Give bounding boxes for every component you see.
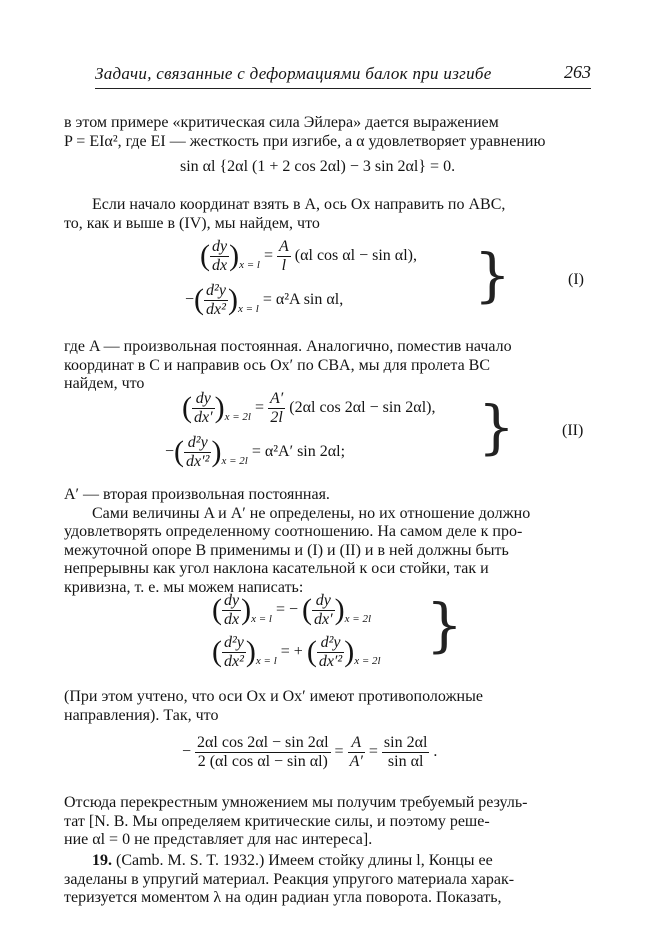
equation-I-row1-rhs: (αl cos αl − sin αl), — [294, 246, 417, 264]
text-line: в этом примере «критическая сила Эйлера» дается выражением — [64, 114, 499, 131]
text-line: (При этом учтено, что оси Ox и Ox′ имеют противоположные — [64, 688, 483, 705]
text-line: Отсюда перекрестным умножением мы получим требуемый резуль- — [64, 794, 528, 811]
continuity-row2: ( $\frac{\text{d²y}}{\text{dx²}}$ )$_{x = l}$ = + ( $\frac{\text{d²y}}{\text{dx′²}}$ )$_{x = 2l}$ — [212, 634, 381, 670]
text-line: заделаны в упругий материал. Реакция упругого материала харак- — [64, 870, 515, 888]
paragraph-5 — [64, 688, 594, 725]
continuity-row1: ( $\frac{dy}{dx}$ )$_{x = l}$ = − ( $\frac{dy}{dx'}$ )$_{x = 2l}$ — [212, 592, 372, 628]
paragraph-7 — [64, 852, 594, 908]
text-line: найдем, что — [64, 375, 145, 393]
running-header — [95, 64, 591, 88]
equation-II-row1: ( $\frac{dy}{dx'}$ )$_{x = 2l}$ = $\frac{A'}{2l}$ (2αl cos 2αl − sin 2αl), — [182, 390, 436, 426]
text-line: A′ — вторая произвольная постоянная. — [64, 486, 330, 503]
equation-ratio: − $\frac{\text{2αl cos 2αl − sin 2αl}}{\text{2 (αl cos αl − sin αl)}}$ = $\frac{A}{A'}$ = $\frac{\sin 2\alpha l}{\text{sin αl}}$ . — [182, 734, 438, 770]
text-line: теризуется моментом λ на один радиан угла поворота. Показать, — [64, 889, 502, 907]
text-line: где A — произвольная постоянная. Аналогично, поместив начало — [64, 338, 512, 355]
paragraph-6 — [64, 794, 594, 850]
right-brace: } — [474, 241, 511, 309]
paragraph-2 — [64, 196, 594, 233]
header-title: Задачи, связанные с деформациями балок при изгибе — [95, 64, 492, 83]
equation-label-I: (I) — [568, 271, 584, 288]
equation-I-row1: ( $\frac{dy}{dx}$ )$_{x = l}$ = $\frac{A}{l}$ (αl cos αl − sin αl), — [200, 238, 417, 274]
text-line: Сами величины A и A′ не определены, но их отношение должно — [92, 504, 531, 522]
paragraph-4 — [64, 486, 594, 597]
problem-number: 19. — [92, 852, 112, 869]
ratio-rhs-numerator: sin 2αl — [383, 734, 428, 751]
text-line: то, как и выше в (IV), мы найдем, что — [64, 214, 320, 232]
text-line: направления). Так, что — [64, 706, 219, 724]
equation-II-row1-rhs: (2αl cos 2αl − sin 2αl), — [289, 398, 436, 416]
text-line: кривизна, т. е. мы можем написать: — [64, 578, 304, 596]
header-rule — [95, 88, 591, 89]
equation-I-row2-rhs: = α²A sin αl, — [262, 290, 344, 308]
page-number: 263 — [564, 62, 591, 82]
text-line: удовлетворять определенному соотношению. На самом деле к про- — [64, 523, 523, 541]
equation-II-row2-rhs: = α²A′ sin 2αl; — [251, 442, 346, 460]
text-line: ние αl = 0 не представляет для нас интереса]. — [64, 831, 373, 849]
text-line: P = EIα², где EI — жесткость при изгибе, а α удовлетворяет уравнению — [64, 132, 546, 150]
right-brace: } — [478, 393, 515, 461]
text-line: непрерывны как угол наклона касательной к оси стойки, так и — [64, 560, 489, 578]
text-line: (Camb. M. S. T. 1932.) Имеем стойку длины l, Концы ее — [116, 852, 493, 869]
text-line: межуточной опоре B применимы и (I) и (II) и в ней должны быть — [64, 541, 509, 559]
equation-main: sin αl {2αl (1 + 2 cos 2αl) − 3 sin 2αl} = 0. — [180, 158, 456, 175]
ratio-denominator: 2 (αl cos αl − sin αl) — [197, 752, 328, 770]
text-line: тат [N. B. Мы определяем критические силы, и поэтому реше- — [64, 812, 490, 830]
paragraph-1 — [64, 114, 594, 151]
text-line: Если начало координат взять в A, ось Ox направить по ABC, — [92, 196, 506, 213]
text-line: координат в C и направив ось Ox′ по CBA, мы для пролета BC — [64, 356, 491, 374]
equation-II-row2: −( $\frac{\text{d²y}}{\text{dx′²}}$ )$_{x = 2l} = \alpha^2A'$ sin 2αl; — [165, 434, 346, 470]
equation-label-II: (II) — [562, 422, 584, 439]
paragraph-3 — [64, 338, 594, 394]
ratio-numerator: 2αl cos 2αl − sin 2αl — [197, 734, 329, 751]
ratio-rhs-denominator: sin αl — [387, 752, 424, 770]
equation-I-row2: −( $\frac{\text{d²y}}{\text{dx²}}$ )$_{x = l} = \alpha^2A$ sin αl, — [185, 282, 344, 318]
right-brace: } — [426, 591, 463, 659]
